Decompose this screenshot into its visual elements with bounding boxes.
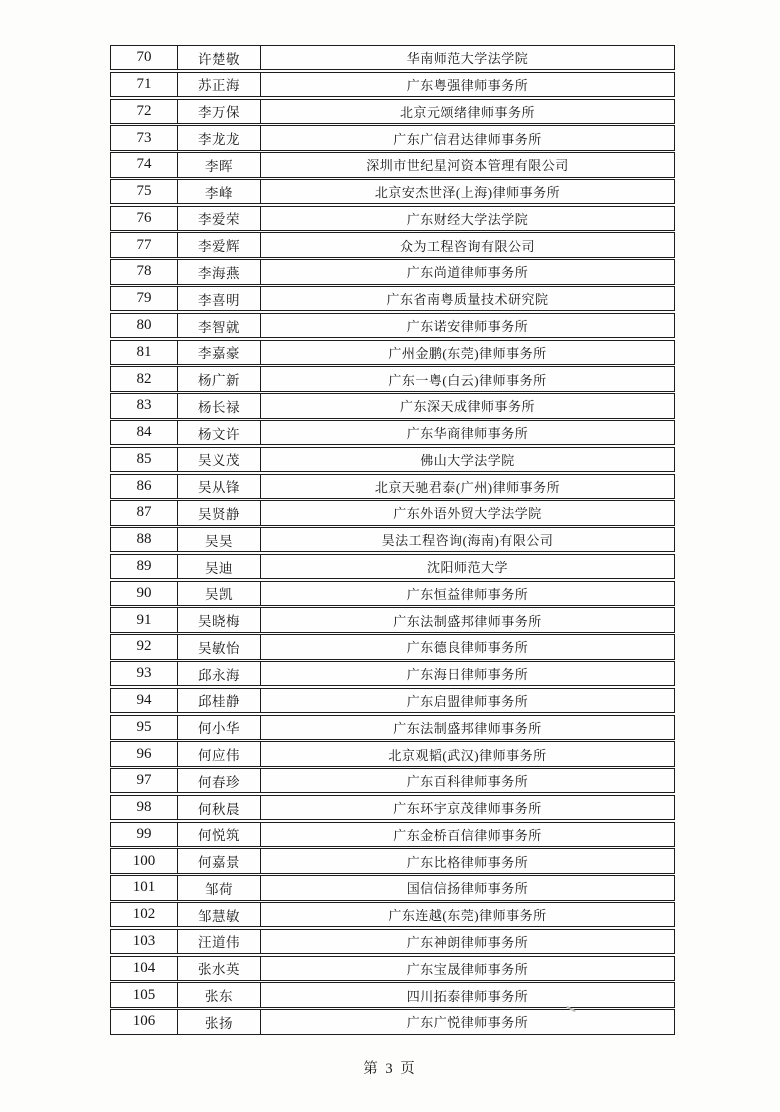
table-row <box>110 982 675 1007</box>
name-cell: 何嘉景 <box>178 849 261 872</box>
row-number-cell: 91 <box>111 608 178 631</box>
table-row <box>110 875 675 900</box>
name-cell: 杨文许 <box>178 421 261 444</box>
name-cell: 李海燕 <box>178 260 261 283</box>
name-cell: 吴贤静 <box>178 501 261 524</box>
name-cell: 何春珍 <box>178 769 261 792</box>
row-number-cell: 73 <box>111 126 178 149</box>
table-row <box>110 661 675 686</box>
organization-cell: 广东宝晟律师事务所 <box>406 961 529 977</box>
organization-cell: 广东启盟律师事务所 <box>406 693 529 709</box>
organization-cell: 北京元颂绪律师事务所 <box>399 104 535 120</box>
row-number-cell: 100 <box>111 849 178 872</box>
organization-cell: 北京天驰君泰(广州)律师事务所 <box>374 479 561 495</box>
organization-cell: 广东德良律师事务所 <box>406 640 529 656</box>
table-row <box>110 366 675 391</box>
table-row <box>110 581 675 606</box>
row-number-cell: 82 <box>111 367 178 390</box>
organization-cell: 广东粤强律师事务所 <box>406 77 529 93</box>
name-cell: 邹荷 <box>178 876 261 899</box>
row-number-cell: 72 <box>111 100 178 123</box>
row-number-cell: 88 <box>111 528 178 551</box>
organization-cell: 佛山大学法学院 <box>420 452 515 468</box>
organization-cell: 广东神朗律师事务所 <box>406 934 529 950</box>
row-number-cell: 99 <box>111 823 178 846</box>
organization-cell: 四川拓泰律师事务所 <box>406 988 529 1004</box>
table-row <box>110 929 675 954</box>
table-row <box>110 956 675 981</box>
table-row <box>110 741 675 766</box>
table-row <box>110 313 675 338</box>
name-cell: 李嘉豪 <box>178 341 261 364</box>
name-cell: 李龙龙 <box>178 126 261 149</box>
row-number-cell: 84 <box>111 421 178 444</box>
organization-cell: 深圳市世纪星河资本管理有限公司 <box>366 158 569 174</box>
organization-cell: 广东省南粤质量技术研究院 <box>386 292 549 308</box>
table-row <box>110 393 675 418</box>
organization-cell: 广东比格律师事务所 <box>406 854 529 870</box>
table-row <box>110 634 675 659</box>
row-number-cell: 94 <box>111 689 178 712</box>
organization-cell: 广东法制盛邦律师事务所 <box>393 720 542 736</box>
table-row <box>110 206 675 231</box>
organization-cell: 北京观韬(武汉)律师事务所 <box>388 747 547 763</box>
organization-cell: 沈阳师范大学 <box>426 560 508 576</box>
row-number-cell: 79 <box>111 287 178 310</box>
name-cell: 李峰 <box>178 180 261 203</box>
organization-cell: 广东一粤(白云)律师事务所 <box>388 372 547 388</box>
row-number-cell: 105 <box>111 983 178 1006</box>
table-row <box>110 902 675 927</box>
name-cell: 杨长禄 <box>178 394 261 417</box>
name-cell: 李智就 <box>178 314 261 337</box>
row-number-cell: 106 <box>111 1010 178 1033</box>
name-cell: 何悦筑 <box>178 823 261 846</box>
name-cell: 何应伟 <box>178 742 261 765</box>
organization-cell: 广东财经大学法学院 <box>406 211 529 227</box>
table-row <box>110 848 675 873</box>
row-number-cell: 77 <box>111 233 178 256</box>
table-row <box>110 340 675 365</box>
name-cell: 张扬 <box>178 1010 261 1033</box>
organization-cell: 广东金桥百信律师事务所 <box>393 827 542 843</box>
name-cell: 吴迪 <box>178 555 261 578</box>
row-number-cell: 92 <box>111 635 178 658</box>
organization-cell: 广东连越(东莞)律师事务所 <box>388 908 547 924</box>
name-cell: 邱桂静 <box>178 689 261 712</box>
row-number-cell: 71 <box>111 73 178 96</box>
name-cell: 何秋晨 <box>178 796 261 819</box>
table-row <box>110 179 675 204</box>
name-cell: 邱永海 <box>178 662 261 685</box>
row-number-cell: 89 <box>111 555 178 578</box>
organization-cell: 国信信扬律师事务所 <box>406 881 529 897</box>
organization-cell: 广东恒益律师事务所 <box>406 586 529 602</box>
name-cell: 李爱辉 <box>178 233 261 256</box>
table-row <box>110 152 675 177</box>
participants-table <box>110 45 675 1035</box>
table-row <box>110 45 675 70</box>
table-row <box>110 232 675 257</box>
table-row <box>110 474 675 499</box>
row-number-cell: 78 <box>111 260 178 283</box>
name-cell: 吴凯 <box>178 582 261 605</box>
table-row <box>110 500 675 525</box>
row-number-cell: 87 <box>111 501 178 524</box>
organization-cell: 广东尚道律师事务所 <box>406 265 529 281</box>
row-number-cell: 101 <box>111 876 178 899</box>
name-cell: 李万保 <box>178 100 261 123</box>
row-number-cell: 102 <box>111 903 178 926</box>
row-number-cell: 80 <box>111 314 178 337</box>
row-number-cell: 81 <box>111 341 178 364</box>
row-number-cell: 76 <box>111 207 178 230</box>
organization-cell: 广州金鹏(东莞)律师事务所 <box>388 345 547 361</box>
name-cell: 吴敏怡 <box>178 635 261 658</box>
table-row <box>110 72 675 97</box>
row-number-cell: 103 <box>111 930 178 953</box>
organization-cell: 广东海日律师事务所 <box>406 667 529 683</box>
name-cell: 许楚敬 <box>178 46 261 69</box>
table-row <box>110 527 675 552</box>
name-cell: 张东 <box>178 983 261 1006</box>
organization-cell: 广东华商律师事务所 <box>406 426 529 442</box>
organization-cell: 广东深天成律师事务所 <box>399 399 535 415</box>
organization-cell: 昊法工程咨询(海南)有限公司 <box>381 533 554 549</box>
name-cell: 何小华 <box>178 716 261 739</box>
row-number-cell: 75 <box>111 180 178 203</box>
table-row <box>110 688 675 713</box>
row-number-cell: 86 <box>111 475 178 498</box>
name-cell: 李喜明 <box>178 287 261 310</box>
row-number-cell: 74 <box>111 153 178 176</box>
page-number: 第 3 页 <box>363 1061 417 1077</box>
row-number-cell: 85 <box>111 448 178 471</box>
name-cell: 杨广新 <box>178 367 261 390</box>
name-cell: 吴从锋 <box>178 475 261 498</box>
table-row <box>110 1009 675 1034</box>
name-cell: 张水英 <box>178 957 261 980</box>
row-number-cell: 70 <box>111 46 178 69</box>
row-number-cell: 90 <box>111 582 178 605</box>
name-cell: 李晖 <box>178 153 261 176</box>
row-number-cell: 97 <box>111 769 178 792</box>
table-row <box>110 259 675 284</box>
table-row <box>110 420 675 445</box>
organization-cell: 广东环宇京茂律师事务所 <box>393 801 542 817</box>
table-row <box>110 607 675 632</box>
organization-cell: 广东百科律师事务所 <box>406 774 529 790</box>
organization-cell: 广东广悦律师事务所 <box>406 1015 529 1031</box>
name-cell: 吴晓梅 <box>178 608 261 631</box>
row-number-cell: 104 <box>111 957 178 980</box>
name-cell: 苏正海 <box>178 73 261 96</box>
row-number-cell: 93 <box>111 662 178 685</box>
row-number-cell: 98 <box>111 796 178 819</box>
table-row <box>110 554 675 579</box>
name-cell: 李爱荣 <box>178 207 261 230</box>
organization-cell: 广东外语外贸大学法学院 <box>393 506 542 522</box>
table-row <box>110 795 675 820</box>
name-cell: 吴昊 <box>178 528 261 551</box>
name-cell: 吴义茂 <box>178 448 261 471</box>
name-cell: 汪道伟 <box>178 930 261 953</box>
row-number-cell: 96 <box>111 742 178 765</box>
organization-cell: 北京安杰世泽(上海)律师事务所 <box>374 185 561 201</box>
table-row <box>110 447 675 472</box>
table-row <box>110 768 675 793</box>
table-row <box>110 715 675 740</box>
organization-cell: 广东诺安律师事务所 <box>406 319 529 334</box>
table-row <box>110 286 675 311</box>
organization-cell: 众为工程咨询有限公司 <box>399 238 535 254</box>
row-number-cell: 83 <box>111 394 178 417</box>
table-row <box>110 99 675 124</box>
organization-cell: 华南师范大学法学院 <box>406 51 529 67</box>
table-row <box>110 822 675 847</box>
row-number-cell: 95 <box>111 716 178 739</box>
name-cell: 邹慧敏 <box>178 903 261 926</box>
organization-cell: 广东法制盛邦律师事务所 <box>393 613 542 629</box>
organization-cell: 广东广信君达律师事务所 <box>393 131 542 147</box>
table-row <box>110 125 675 150</box>
